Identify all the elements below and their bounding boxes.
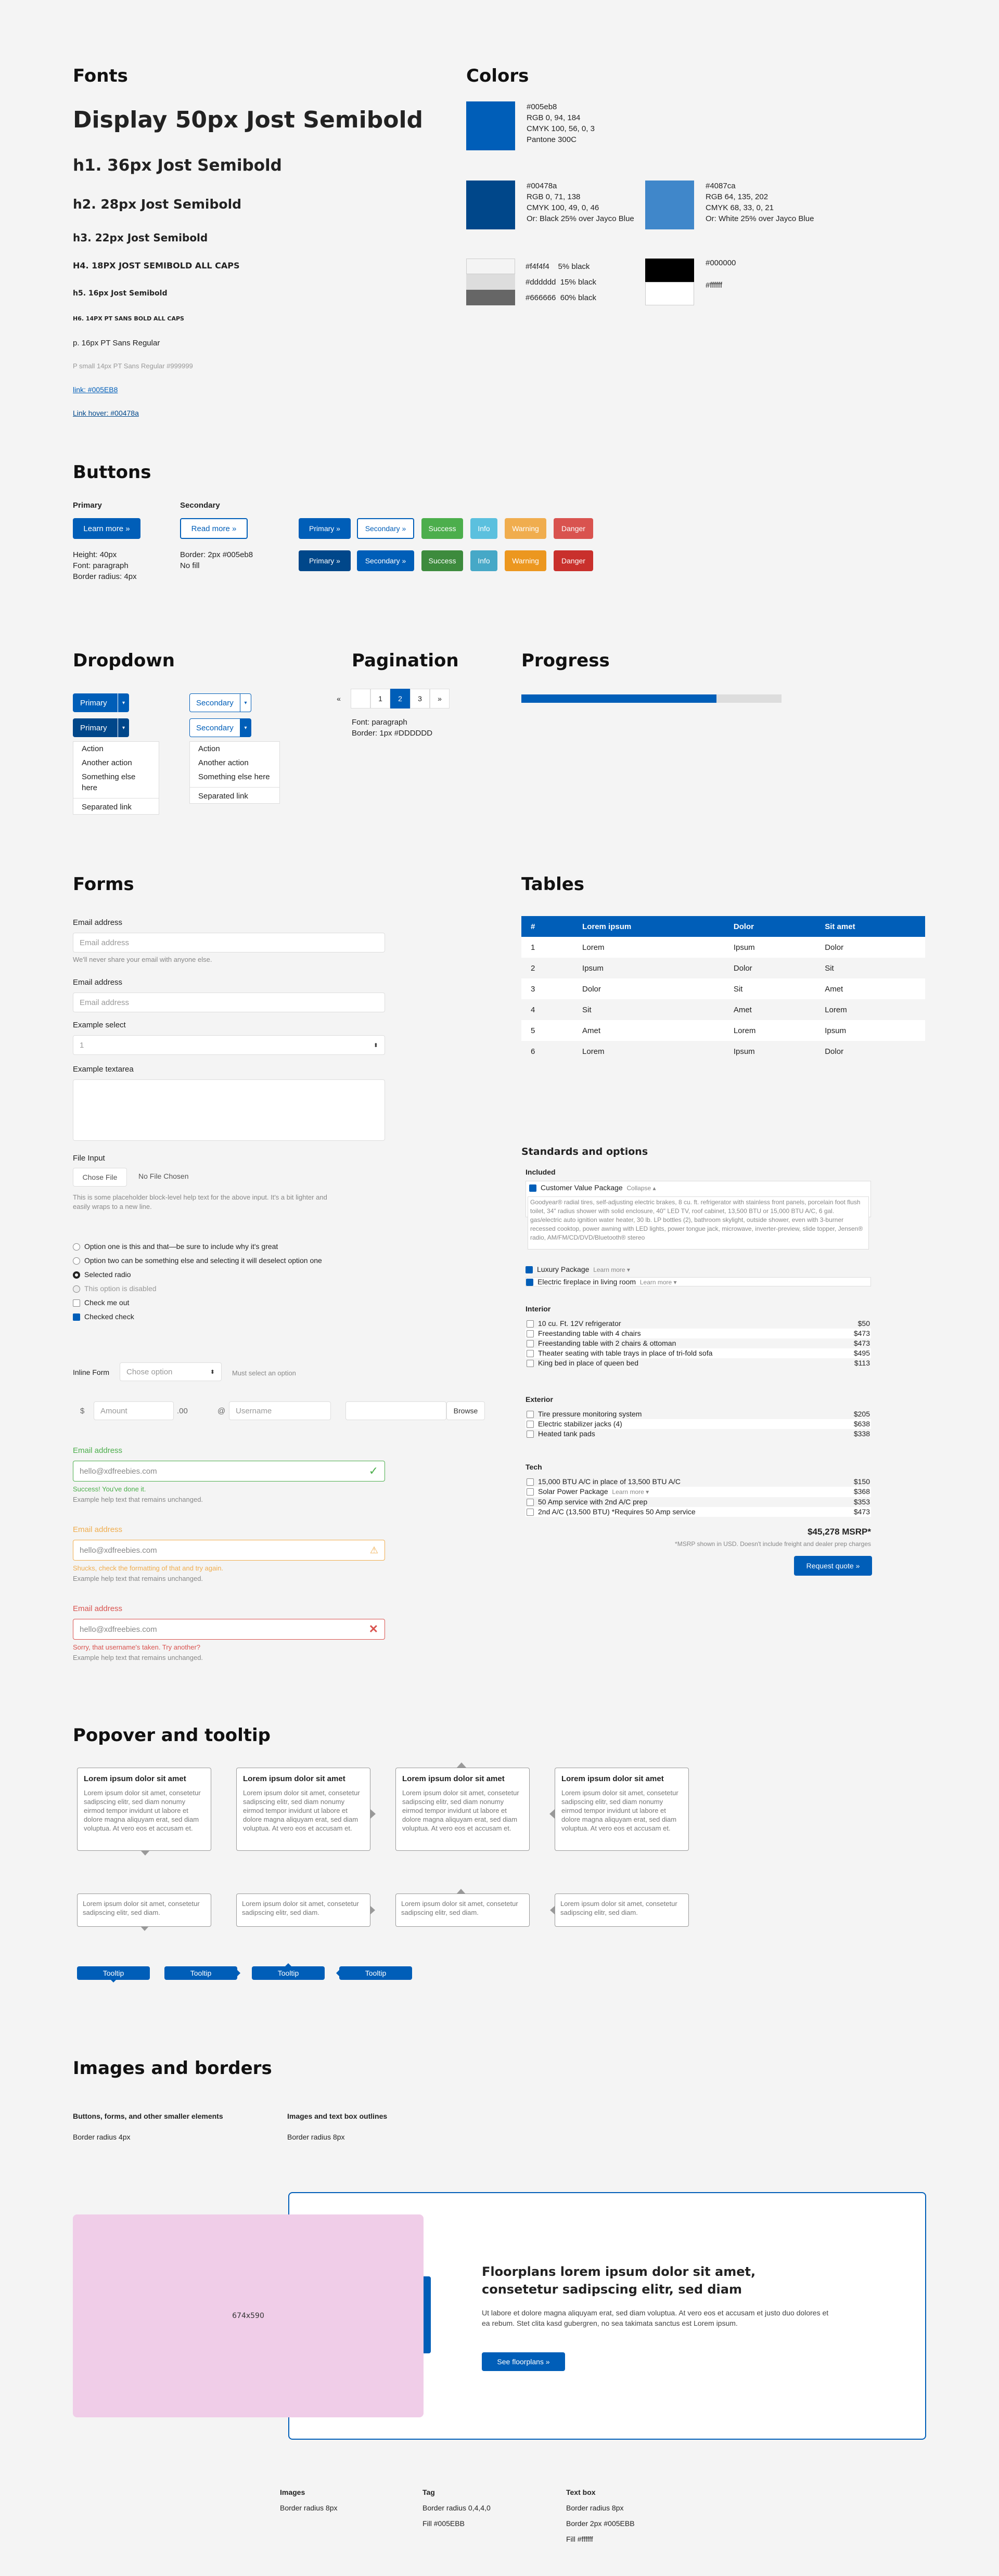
popover-left: Lorem ipsum dolor sit amet Lorem ipsum dolor sit amet, consetetur sadipscing elitr, sed diam nonumy eirmod tempor invidunt ut labore et dolore magna aliquyam erat, sed diam voluptua. At vero eos et accusam et.: [555, 1768, 689, 1851]
pagination: [329, 689, 450, 709]
standards-title: Standards and options: [521, 1146, 648, 1157]
menu-item-separated[interactable]: Separated link: [190, 787, 279, 803]
menu-item-action[interactable]: Action: [198, 744, 220, 753]
color-swatch-gray-60: [466, 290, 515, 305]
option-row[interactable]: Heated tank pads $338: [526, 1429, 871, 1439]
popover-title: Popover and tooltip: [73, 1725, 271, 1746]
table-row: 3 Dolor Sit Amet: [521, 978, 925, 999]
success-help: Example help text that remains unchanged.: [73, 1496, 203, 1503]
btn-danger-hover[interactable]: Danger: [554, 550, 593, 571]
option-row[interactable]: 50 Amp service with 2nd A/C prep $353: [526, 1497, 871, 1507]
color-swatch-white: [645, 282, 694, 305]
primary-head: Primary: [73, 501, 102, 510]
email-label: Email address: [73, 918, 123, 927]
dropdown-secondary-button[interactable]: Secondary: [189, 693, 240, 712]
images-title: Images and borders: [73, 2058, 272, 2079]
username-input[interactable]: Username: [229, 1401, 331, 1420]
chevron-down-icon[interactable]: ▾: [240, 718, 251, 737]
buttons-title: Buttons: [73, 462, 151, 483]
checked-check[interactable]: Checked check: [73, 1310, 322, 1324]
page-prev[interactable]: «: [337, 694, 341, 703]
table-header: # Lorem ipsum Dolor Sit amet: [521, 916, 925, 937]
color-info-light-blue: #4087ca RGB 64, 135, 202 CMYK 68, 33, 0, 21 Or: White 25% over Jayco Blue: [706, 182, 814, 223]
popover-right: Lorem ipsum dolor sit amet Lorem ipsum dolor sit amet, consetetur sadipscing elitr, sed diam nonumy eirmod tempor invidunt ut labore et dolore magna aliquyam erat, sed diam voluptua. At vero eos et accusam et.: [236, 1768, 370, 1851]
color-swatch-dark-blue: [466, 181, 515, 229]
success-input[interactable]: hello@xdfreebies.com ✓: [73, 1461, 385, 1482]
btn-warning[interactable]: Warning: [505, 518, 546, 539]
interior-list: [526, 1319, 871, 1368]
dropdown-secondary-open[interactable]: Secondary: [189, 718, 240, 737]
option-row[interactable]: 10 cu. Ft. 12V refrigerator $50: [526, 1319, 871, 1329]
popover-arrow: [370, 1906, 375, 1914]
font-h3: h3. 22px Jost Semibold: [73, 231, 208, 244]
check-me-out[interactable]: Check me out: [73, 1296, 322, 1310]
option-row[interactable]: Freestanding table with 2 chairs & ottoman $473: [526, 1338, 871, 1348]
menu-item-another[interactable]: Another action: [198, 758, 249, 767]
chevron-down-icon[interactable]: ▾: [118, 718, 129, 737]
data-table: [521, 916, 925, 1062]
images-col2-val: Border radius 8px: [287, 2133, 345, 2141]
popover-short-left: Lorem ipsum dolor sit amet, consetetur sadipscing elitr, sed diam.: [555, 1894, 689, 1927]
tooltip-arrow: [237, 1970, 240, 1976]
chevron-down-icon[interactable]: ▾: [118, 693, 129, 712]
tooltip-left: Tooltip: [339, 1966, 412, 1980]
browse-button[interactable]: Browse: [446, 1401, 485, 1420]
check-icon: ✓: [368, 1464, 378, 1477]
btn-secondary-hover[interactable]: Secondary »: [357, 550, 414, 571]
menu-item-another[interactable]: Another action: [82, 758, 132, 767]
color-swatch-light-blue: [645, 181, 694, 229]
radio-selected[interactable]: Selected radio: [73, 1268, 322, 1282]
inline-help: Must select an option: [232, 1369, 296, 1377]
popover-short-bottom: Lorem ipsum dolor sit amet, consetetur sadipscing elitr, sed diam.: [77, 1894, 211, 1927]
secondary-head: Secondary: [180, 501, 220, 510]
progress-fill: [521, 694, 716, 703]
radio-disabled: This option is disabled: [73, 1282, 322, 1296]
btn-primary[interactable]: Primary »: [299, 518, 351, 539]
font-h6: H6. 14PX PT SANS BOLD ALL CAPS: [73, 315, 184, 322]
warning-message: Shucks, check the formatting of that and try again.: [73, 1564, 224, 1572]
email-field[interactable]: Email address: [73, 933, 385, 952]
dropdown-title: Dropdown: [73, 650, 175, 671]
tooltip-arrow: [285, 1963, 291, 1966]
pagination-notes: Font: paragraph Border: 1px #DDDDDD: [352, 718, 433, 738]
inline-form-label: Inline Form: [73, 1368, 110, 1376]
included-head: Included: [526, 1168, 556, 1176]
danger-help: Example help text that remains unchanged.: [73, 1654, 203, 1661]
radio-group: [73, 1240, 322, 1324]
feature-title: Floorplans lorem ipsum dolor sit amet, consetetur sadipscing elitr, sed diam: [482, 2264, 756, 2297]
foot-tag: Tag Border radius 0,4,4,0 Fill #005EBB: [422, 2488, 491, 2528]
learn-more-button[interactable]: Learn more »: [73, 518, 140, 539]
tooltip-arrow: [336, 1970, 339, 1976]
font-h2: h2. 28px Jost Semibold: [73, 197, 242, 212]
dropdown-primary-open[interactable]: Primary: [73, 718, 118, 737]
request-quote-button[interactable]: Request quote »: [794, 1556, 872, 1576]
color-swatch-blue: [466, 101, 515, 150]
tech-head: Tech: [526, 1463, 542, 1471]
dropdown-secondary-menu: [189, 741, 280, 804]
color-info-dark-blue: #00478a RGB 0, 71, 138 CMYK 100, 49, 0, 46 Or: Black 25% over Jayco Blue: [527, 182, 634, 223]
color-swatch-gray-15: [466, 274, 515, 290]
btn-success-hover[interactable]: Success: [421, 550, 463, 571]
color-label-black: #000000: [706, 259, 736, 267]
font-link[interactable]: link: #005EB8: [73, 385, 118, 394]
popover-short-right: Lorem ipsum dolor sit amet, consetetur sadipscing elitr, sed diam.: [236, 1894, 370, 1927]
choose-file-button[interactable]: Chose File: [73, 1168, 127, 1187]
btn-secondary[interactable]: Secondary »: [357, 518, 414, 539]
popover-bottom: Lorem ipsum dolor sit amet Lorem ipsum dolor sit amet, consetetur sadipscing elitr, sed diam nonumy eirmod tempor invidunt ut labore et dolore magna aliquyam erat, sed diam voluptua. At vero eos et accusam et.: [77, 1768, 211, 1851]
image-tag: [424, 2276, 431, 2353]
tooltip-right: Tooltip: [164, 1966, 237, 1980]
feature-body: Ut labore et dolore magna aliquyam erat, sed diam voluptua. At vero eos et accusam et justo duo dolores et ea rebum. Stet clita kasd gubergren, no sea takimata sanctus est Lorem ipsum.: [482, 2309, 829, 2327]
progress-bar: [521, 694, 782, 703]
exterior-head: Exterior: [526, 1395, 553, 1403]
chevron-updown-icon: ⬍: [210, 1369, 215, 1375]
popover-arrow: [140, 1926, 149, 1931]
foot-images: Images Border radius 8px: [280, 2488, 338, 2512]
menu-item-separated[interactable]: Separated link: [73, 798, 159, 814]
radio-option-two[interactable]: Option two can be something else and selecting it will deselect option one: [73, 1254, 322, 1268]
color-label-white: #ffffff: [706, 281, 722, 290]
option-row[interactable]: 2nd A/C (13,500 BTU) *Requires 50 Amp service $473: [526, 1507, 871, 1517]
font-h1: h1. 36px Jost Semibold: [73, 156, 282, 175]
file-help: This is some placeholder block-level help text for the above input. It's a bit lighter and easily wraps to a new line.: [73, 1193, 327, 1210]
images-col2-head: Images and text box outlines: [287, 2112, 388, 2120]
images-col1-val: Border radius 4px: [73, 2133, 131, 2141]
dropdown-primary-menu: [73, 741, 159, 815]
option-row[interactable]: Solar Power Package Learn more ▾ $368: [526, 1487, 871, 1497]
tables-title: Tables: [521, 874, 585, 895]
close-icon: ✕: [368, 1622, 378, 1635]
table-row: 1 Lorem Ipsum Dolor: [521, 937, 925, 958]
popover-top: Lorem ipsum dolor sit amet Lorem ipsum dolor sit amet, consetetur sadipscing elitr, sed diam nonumy eirmod tempor invidunt ut labore et dolore magna aliquyam erat, sed diam voluptua. At vero eos et accusam et.: [395, 1768, 530, 1851]
menu-item-action[interactable]: Action: [82, 744, 104, 753]
tooltip-bottom: Tooltip: [77, 1966, 150, 1980]
example-textarea[interactable]: [73, 1079, 385, 1141]
popover-arrow: [370, 1809, 376, 1819]
inline-select[interactable]: Chose option ⬍: [120, 1362, 222, 1381]
popover-arrow: [549, 1809, 555, 1819]
page-2[interactable]: 2: [390, 689, 410, 709]
chevron-down-icon[interactable]: ▾: [240, 693, 251, 712]
radio-option-one[interactable]: Option one is this and that—be sure to include why it's great: [73, 1240, 322, 1254]
table-row: 5 Amet Lorem Ipsum: [521, 1020, 925, 1041]
option-row[interactable]: Electric stabilizer jacks (4) $638: [526, 1419, 871, 1429]
btn-info-hover[interactable]: Info: [470, 550, 497, 571]
gray-labels: #f4f4f4 5% black #dddddd 15% black #666666 60% black: [526, 262, 596, 302]
btn-danger[interactable]: Danger: [554, 518, 593, 539]
secondary-notes: Border: 2px #005eb8 No fill: [180, 550, 253, 570]
page-next[interactable]: »: [430, 689, 450, 709]
file-label: File Input: [73, 1154, 105, 1163]
btn-info[interactable]: Info: [470, 518, 497, 539]
email-help: We'll never share your email with anyone else.: [73, 956, 212, 963]
msrp-total: $45,278 MSRP*: [808, 1527, 871, 1537]
font-link-hover[interactable]: Link hover: #00478a: [73, 409, 139, 417]
popover-arrow: [457, 1762, 466, 1768]
fireplace-row[interactable]: Electric fireplace in living room Learn more ▾: [526, 1277, 871, 1286]
pagination-title: Pagination: [352, 650, 459, 671]
browse-input[interactable]: [345, 1401, 446, 1420]
danger-label: Email address: [73, 1604, 123, 1613]
tech-list: [526, 1477, 871, 1517]
forms-title: Forms: [73, 874, 134, 895]
warning-label: Email address: [73, 1525, 123, 1534]
option-row[interactable]: Freestanding table with 4 chairs $473: [526, 1329, 871, 1338]
popover-short-top: Lorem ipsum dolor sit amet, consetetur sadipscing elitr, sed diam.: [395, 1894, 530, 1927]
btn-primary-hover[interactable]: Primary »: [299, 550, 351, 571]
fonts-title: Fonts: [73, 66, 128, 86]
cvp-description: Goodyear® radial tires, self-adjusting electric brakes, 8 cu. ft. refrigerator with stainless front panels, porcelain foot flush toilet, 34" radius shower with solid enclosure, 40" LED TV, roof cabinet, 13,500 BTU or 15,000 BTU A/C, 6 gal. gas/electric auto ignition water heater, 30 lb. LP bottles (2), bathroom skylight, outside shower, even with 3-burner recessed cooktop, power awning with LED lights, power tongue jack, microwave, inverter-preview, slide topper, Jensen® radio, AM/FM/CD/DVD/Bluetooth® stereo: [528, 1196, 869, 1250]
collapse-toggle[interactable]: Collapse ▴: [626, 1184, 656, 1192]
read-more-button[interactable]: Read more »: [180, 518, 248, 539]
table-row: 4 Sit Amet Lorem: [521, 999, 925, 1020]
table-row: 2 Ipsum Dolor Sit: [521, 958, 925, 978]
email2-field[interactable]: Email address: [73, 993, 385, 1012]
tooltip-arrow: [110, 1979, 117, 1982]
option-row[interactable]: 15,000 BTU A/C in place of 13,500 BTU A/C $150: [526, 1477, 871, 1487]
see-floorplans-button[interactable]: See floorplans »: [482, 2352, 565, 2371]
primary-notes: Height: 40px Font: paragraph Border radius: 4px: [73, 550, 137, 581]
table-row: 6 Lorem Ipsum Dolor: [521, 1041, 925, 1062]
msrp-note: *MSRP shown in USD. Doesn't include freight and dealer prep charges: [675, 1540, 871, 1548]
option-row[interactable]: Theater seating with table trays in place of tri-fold sofa $495: [526, 1348, 871, 1358]
luxury-row[interactable]: Luxury Package Learn more ▾: [526, 1265, 630, 1273]
btn-warning-hover[interactable]: Warning: [505, 550, 546, 571]
images-col1-head: Buttons, forms, and other smaller elements: [73, 2112, 223, 2120]
amount-input[interactable]: Amount: [94, 1401, 174, 1420]
textarea-label: Example textarea: [73, 1065, 134, 1074]
interior-head: Interior: [526, 1305, 551, 1313]
option-row[interactable]: King bed in place of queen bed $113: [526, 1358, 871, 1368]
page-1[interactable]: 1: [370, 689, 390, 709]
select-label: Example select: [73, 1021, 126, 1029]
warning-icon: ⚠: [369, 1544, 378, 1555]
cents-addon: .00: [177, 1407, 188, 1415]
popover-arrow: [457, 1889, 465, 1894]
colors-title: Colors: [466, 66, 529, 86]
font-h4: H4. 18PX JOST SEMIBOLD ALL CAPS: [73, 261, 240, 271]
warning-help: Example help text that remains unchanged.: [73, 1575, 203, 1582]
warning-input[interactable]: hello@xdfreebies.com ⚠: [73, 1540, 385, 1561]
exterior-list: [526, 1409, 871, 1439]
chevron-updown-icon: ⬍: [373, 1042, 378, 1049]
at-addon: @: [217, 1407, 226, 1415]
tooltip-top: Tooltip: [252, 1966, 325, 1980]
file-none: No File Chosen: [138, 1172, 189, 1180]
color-swatch-gray-5: [466, 259, 515, 274]
color-swatch-black: [645, 259, 694, 282]
success-message: Success! You've done it.: [73, 1485, 146, 1493]
popover-arrow: [550, 1906, 555, 1914]
danger-input[interactable]: hello@xdfreebies.com ✕: [73, 1619, 385, 1640]
color-info-blue: #005eb8 RGB 0, 94, 184 CMYK 100, 56, 0, 3 Pantone 300C: [527, 102, 595, 144]
font-p: p. 16px PT Sans Regular: [73, 339, 160, 347]
cvp-row[interactable]: Customer Value Package Collapse ▴: [529, 1183, 867, 1192]
email2-label: Email address: [73, 978, 123, 987]
progress-title: Progress: [521, 650, 610, 671]
menu-item-something[interactable]: Something else here: [198, 772, 270, 781]
example-select[interactable]: 1 ⬍: [73, 1035, 385, 1055]
font-h5: h5. 16px Jost Semibold: [73, 289, 168, 298]
font-display: Display 50px Jost Semibold: [73, 107, 424, 133]
danger-message: Sorry, that username's taken. Try another?: [73, 1643, 201, 1651]
image-placeholder: 674x590: [73, 2214, 424, 2417]
page-3[interactable]: 3: [410, 689, 430, 709]
popover-arrow: [140, 1850, 150, 1856]
dollar-addon: $: [80, 1407, 85, 1415]
page-blank: [351, 689, 370, 709]
dropdown-primary-button[interactable]: Primary: [73, 693, 118, 712]
btn-success[interactable]: Success: [421, 518, 463, 539]
foot-text-box: Text box Border radius 8px Border 2px #005EBB Fill #ffffff: [566, 2488, 635, 2543]
success-label: Email address: [73, 1446, 123, 1455]
font-psmall: P small 14px PT Sans Regular #999999: [73, 362, 193, 370]
menu-item-something[interactable]: Something else here: [82, 772, 136, 792]
option-row[interactable]: Tire pressure monitoring system $205: [526, 1409, 871, 1419]
